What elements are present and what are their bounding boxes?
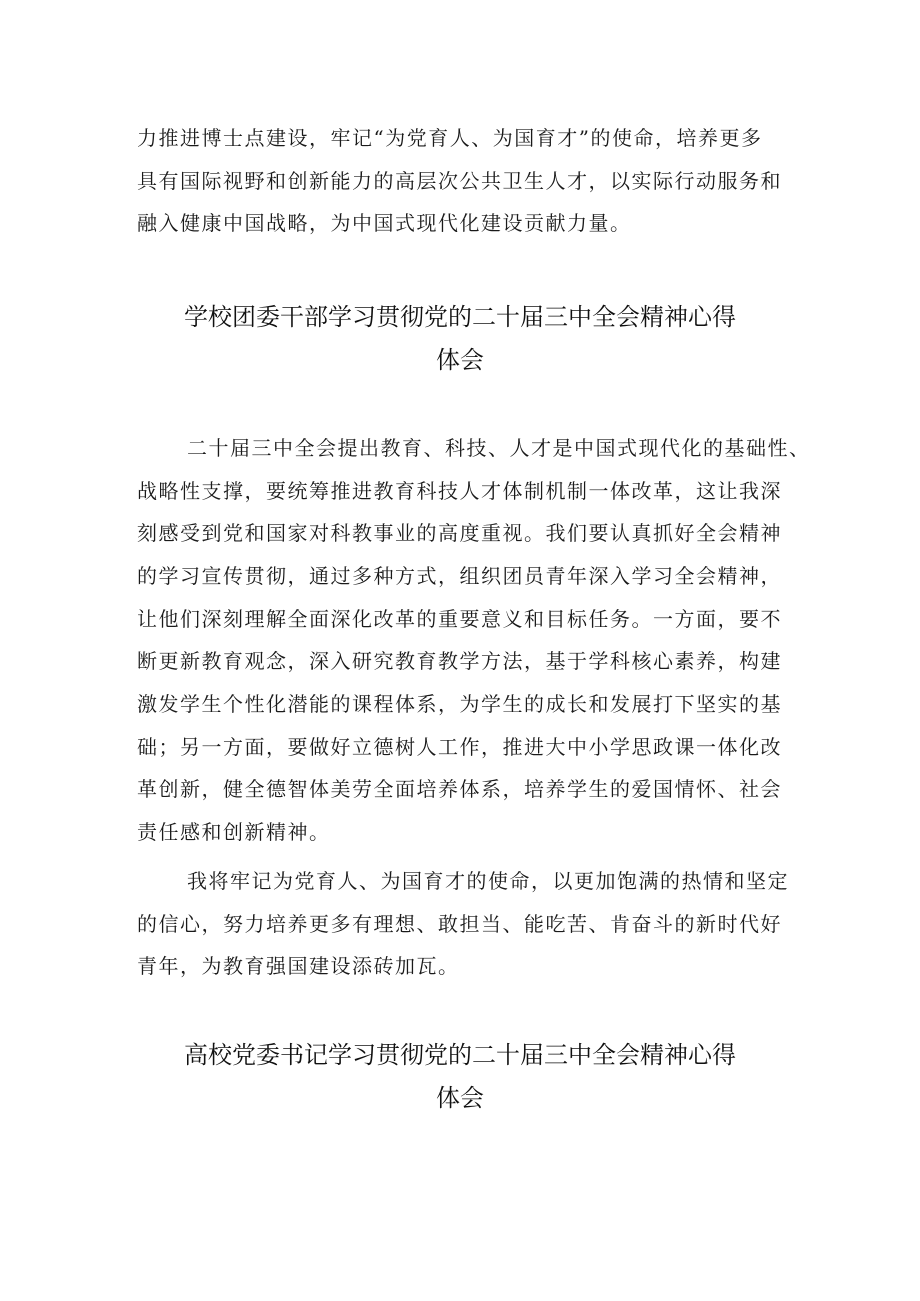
section-title-line: 学校团委干部学习贯彻党的二十届三中全会精神心得 xyxy=(184,303,736,331)
text-line: 让他们深刻理解全面深化改革的重要意义和目标任务。一方面，要不 xyxy=(137,607,782,631)
text-line: 刻感受到党和国家对科教事业的高度重视。我们要认真抓好全会精神 xyxy=(137,521,782,545)
text-line: 革创新，健全德智体美劳全面培养体系，培养学生的爱国情怀、社会 xyxy=(137,777,782,801)
text-line: 我将牢记为党育人、为国育才的使命，以更加饱满的热情和坚定 xyxy=(187,869,789,893)
section-title-line: 高校党委书记学习贯彻党的二十届三中全会精神心得 xyxy=(184,1041,736,1069)
text-line: 力推进博士点建设，牢记“为党育人、为国育才”的使命，培养更多 xyxy=(137,126,763,150)
section-title-line: 体会 xyxy=(436,346,484,374)
text-line: 断更新教育观念，深入研究教育教学方法，基于学科核心素养，构建 xyxy=(137,649,782,673)
text-line: 的学习宣传贯彻，通过多种方式，组织团员青年深入学习全会精神， xyxy=(137,564,782,588)
text-line: 础；另一方面，要做好立德树人工作，推进大中小学思政课一体化改 xyxy=(137,735,782,759)
text-line: 二十届三中全会提出教育、科技、人才是中国式现代化的基础性、 xyxy=(187,436,811,460)
text-line: 的信心，努力培养更多有理想、敢担当、能吃苦、肯奋斗的新时代好 xyxy=(137,912,782,936)
text-line: 青年，为教育强国建设添砖加瓦。 xyxy=(137,954,460,978)
text-line: 战略性支撑，要统筹推进教育科技人才体制机制一体改革，这让我深 xyxy=(137,479,782,503)
text-line: 融入健康中国战略，为中国式现代化建设贡献力量。 xyxy=(137,211,632,235)
section-title-line: 体会 xyxy=(436,1084,484,1112)
text-line: 激发学生个性化潜能的课程体系，为学生的成长和发展打下坚实的基 xyxy=(137,692,782,716)
text-line: 具有国际视野和创新能力的高层次公共卫生人才，以实际行动服务和 xyxy=(137,169,782,193)
text-line: 责任感和创新精神。 xyxy=(137,820,331,844)
